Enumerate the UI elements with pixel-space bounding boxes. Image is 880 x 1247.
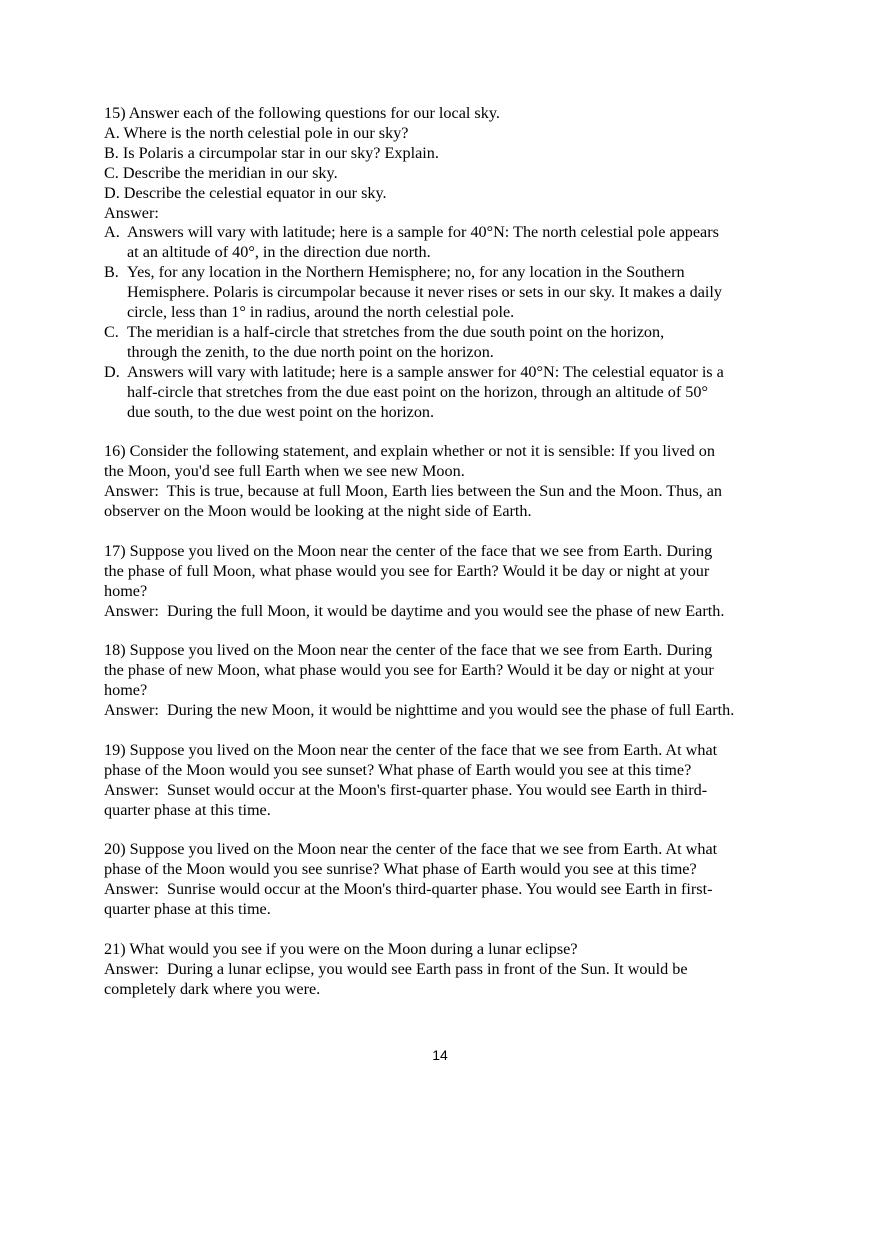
q15-answer-c: [104, 323, 784, 363]
q15-line: C. Describe the meridian in our sky.: [104, 163, 338, 182]
item-letter: B.: [104, 263, 119, 282]
answer-line: at an altitude of 40°, in the direction due north.: [127, 243, 431, 262]
q18-line: Answer: During the new Moon, it would be nighttime and you would see the phase of full Earth.: [104, 701, 735, 720]
q19-line: phase of the Moon would you see sunset? What phase of Earth would you see at this time?: [104, 760, 692, 779]
q21-line: 21) What would you see if you were on the Moon during a lunar eclipse?: [104, 939, 578, 958]
q18-line: the phase of new Moon, what phase would you see for Earth? Would it be day or night at your: [104, 661, 714, 680]
q15-line: 15) Answer each of the following questions for our local sky.: [104, 104, 500, 122]
item-letter: C.: [104, 322, 119, 341]
q15-line: D. Describe the celestial equator in our sky.: [104, 183, 387, 202]
item-letter: A.: [104, 223, 120, 242]
question-17: [104, 542, 784, 622]
q19-line: quarter phase at this time.: [104, 800, 271, 819]
q15-answer-d: [104, 363, 784, 423]
question-15: [104, 104, 784, 423]
answer-line: Yes, for any location in the Northern Hemisphere; no, for any location in the Southern: [127, 263, 685, 282]
q15-answer-label: Answer:: [104, 203, 159, 222]
question-18: [104, 641, 784, 721]
q17-line: the phase of full Moon, what phase would you see for Earth? Would it be day or night at your: [104, 561, 710, 580]
q17-line: home?: [104, 581, 148, 600]
q20-line: phase of the Moon would you see sunrise? What phase of Earth would you see at this time?: [104, 860, 697, 879]
q15-answer-a: [104, 223, 784, 263]
item-letter: D.: [104, 362, 120, 381]
q16-line: 16) Consider the following statement, and explain whether or not it is sensible: If you lived on: [104, 442, 715, 461]
q16-line: Answer: This is true, because at full Moon, Earth lies between the Sun and the Moon. Thus, an: [104, 482, 723, 501]
q19-line: Answer: Sunset would occur at the Moon's first-quarter phase. You would see Earth in third-: [104, 780, 708, 799]
q18-line: 18) Suppose you lived on the Moon near the center of the face that we see from Earth. During: [104, 641, 713, 660]
q15-answer-b: [104, 263, 784, 323]
q18-line: home?: [104, 681, 148, 700]
question-19: [104, 741, 784, 821]
q20-line: 20) Suppose you lived on the Moon near the center of the face that we see from Earth. At what: [104, 840, 718, 859]
answer-line: The meridian is a half-circle that stretches from the due south point on the horizon,: [127, 322, 665, 341]
question-16: [104, 442, 784, 522]
answer-line: through the zenith, to the due north point on the horizon.: [127, 342, 494, 361]
q15-line: A. Where is the north celestial pole in our sky?: [104, 123, 409, 142]
answer-line: due south, to the due west point on the horizon.: [127, 402, 435, 421]
q20-line: Answer: Sunrise would occur at the Moon's third-quarter phase. You would see Earth in first-: [104, 880, 713, 899]
question-21: [104, 940, 784, 1000]
q16-line: observer on the Moon would be looking at the night side of Earth.: [104, 502, 532, 521]
answer-line: Answers will vary with latitude; here is a sample answer for 40°N: The celestial equator is a: [127, 362, 724, 381]
q19-line: 19) Suppose you lived on the Moon near the center of the face that we see from Earth. At what: [104, 740, 718, 759]
answer-line: Answers will vary with latitude; here is a sample for 40°N: The north celestial pole appears: [127, 223, 719, 242]
q17-line: Answer: During the full Moon, it would be daytime and you would see the phase of new Earth.: [104, 601, 725, 620]
q21-line: completely dark where you were.: [104, 979, 321, 998]
q15-line: B. Is Polaris a circumpolar star in our sky? Explain.: [104, 143, 439, 162]
q17-line: 17) Suppose you lived on the Moon near the center of the face that we see from Earth. During: [104, 541, 713, 560]
answer-line: Hemisphere. Polaris is circumpolar because it never rises or sets in our sky. It makes a daily: [127, 283, 723, 302]
answer-line: circle, less than 1° in radius, around the north celestial pole.: [127, 303, 515, 322]
q16-line: the Moon, you'd see full Earth when we see new Moon.: [104, 462, 465, 481]
q20-line: quarter phase at this time.: [104, 900, 271, 919]
question-20: [104, 840, 784, 920]
document-page: [104, 104, 784, 1020]
page-number: 14: [432, 1047, 448, 1063]
answer-line: half-circle that stretches from the due east point on the horizon, through an altitude of 50°: [127, 382, 708, 401]
q21-line: Answer: During a lunar eclipse, you would see Earth pass in front of the Sun. It would be: [104, 959, 688, 978]
